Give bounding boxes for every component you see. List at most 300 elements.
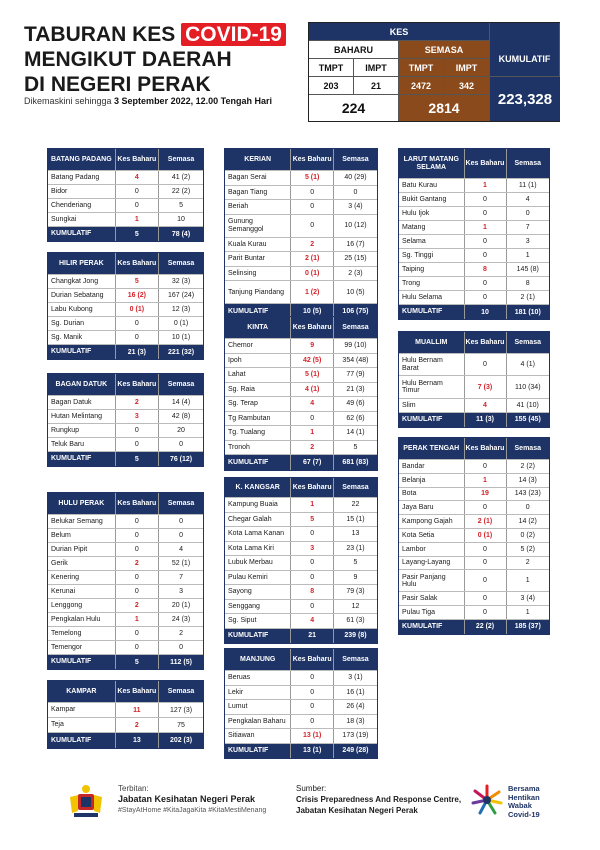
col-kes-baharu: Kes Baharu xyxy=(115,149,158,170)
district-title: KINTA xyxy=(247,323,269,331)
table-row xyxy=(399,263,549,277)
table-row xyxy=(225,215,377,238)
kumulatif-baharu: 21 xyxy=(290,629,333,644)
area-name: Temelong xyxy=(51,629,82,637)
table-row xyxy=(48,303,203,317)
table-row xyxy=(48,529,203,543)
summary-semasa-tmpt: 2472 xyxy=(399,77,444,95)
area-name: Chemor xyxy=(228,342,253,350)
semasa-value: 52 (1) xyxy=(158,557,203,570)
semasa-value: 0 xyxy=(158,529,203,542)
col-kes-baharu: Kes Baharu xyxy=(464,332,506,353)
col-semasa: Semasa xyxy=(158,493,203,514)
footer xyxy=(0,775,600,835)
table-row xyxy=(48,543,203,557)
kes-baharu-value: 7 (3) xyxy=(464,376,506,397)
table-k-kangsar xyxy=(224,477,378,644)
semasa-value: 61 (3) xyxy=(333,614,377,628)
col-semasa: Semasa xyxy=(158,253,203,274)
summary-kumulatif-total: 223,328 xyxy=(490,77,560,121)
kes-baharu-value: 16 (2) xyxy=(115,289,158,302)
kes-baharu-value: 0 xyxy=(115,571,158,584)
title-line2: MENGIKUT DAERAH xyxy=(24,48,232,71)
kes-baharu-value: 8 xyxy=(464,263,506,276)
publisher-name: Jabatan Kesihatan Negeri Perak xyxy=(118,794,256,804)
kes-baharu-value: 1 xyxy=(115,613,158,626)
area-name: Bagan Datuk xyxy=(51,398,92,406)
kes-baharu-value: 1 (2) xyxy=(290,281,333,303)
kumulatif-semasa: 112 (5) xyxy=(158,655,203,669)
table-row xyxy=(48,703,203,718)
semasa-value: 16 (7) xyxy=(333,238,377,252)
kumulatif-semasa: 221 (32) xyxy=(158,345,203,359)
summary-box xyxy=(308,22,560,122)
area-name: Ipoh xyxy=(228,356,242,364)
kumulatif-label: KUMULATIF xyxy=(51,348,92,356)
table-row xyxy=(399,543,549,557)
col-kes-baharu: Kes Baharu xyxy=(464,149,506,178)
area-name: Durian Pipit xyxy=(51,545,88,553)
semasa-value: 14 (3) xyxy=(506,474,550,487)
area-name: Belanja xyxy=(402,476,426,484)
area-name: Teluk Baru xyxy=(51,440,85,448)
table-row xyxy=(399,193,549,207)
kes-baharu-value: 2 xyxy=(115,396,158,409)
source-line1: Crisis Preparedness And Response Centre, xyxy=(296,795,462,804)
kes-baharu-value: 0 xyxy=(464,570,506,591)
table-row xyxy=(48,438,203,452)
kes-baharu-value: 2 xyxy=(115,718,158,732)
table-total-row xyxy=(225,744,377,759)
semasa-value: 25 (15) xyxy=(333,252,377,266)
semasa-value: 11 (1) xyxy=(506,179,550,192)
kes-baharu-value: 0 xyxy=(290,186,333,200)
area-name: Kenering xyxy=(51,573,80,581)
table-row xyxy=(399,501,549,515)
semasa-value: 0 xyxy=(333,186,377,200)
table-row xyxy=(48,599,203,613)
kumulatif-baharu: 13 xyxy=(115,733,158,748)
table-row xyxy=(48,557,203,571)
semasa-value: 127 (3) xyxy=(158,703,203,717)
table-row xyxy=(225,585,377,600)
district-title: MANJUNG xyxy=(239,655,276,663)
district-title: PERAK TENGAH xyxy=(403,444,460,452)
semasa-value: 4 (1) xyxy=(506,354,550,375)
summary-kes-header: KES xyxy=(309,23,490,41)
area-name: Sg. Raia xyxy=(228,385,255,393)
table-header xyxy=(225,478,377,498)
covid-campaign-logo-icon xyxy=(470,783,504,817)
area-name: Bidor xyxy=(51,187,68,195)
table-row xyxy=(399,474,549,488)
col-semasa: Semasa xyxy=(158,374,203,395)
semasa-value: 2 (3) xyxy=(333,267,377,281)
summary-baharu-impt: 21 xyxy=(354,77,399,95)
kes-baharu-value: 0 xyxy=(290,600,333,614)
kes-baharu-value: 0 xyxy=(115,331,158,344)
semasa-value: 3 (4) xyxy=(333,200,377,214)
summary-baharu-total: 224 xyxy=(309,95,399,121)
table-row xyxy=(399,376,549,398)
kes-baharu-value: 0 xyxy=(464,193,506,206)
area-name: Sg. Siput xyxy=(228,617,257,625)
table-row xyxy=(225,383,377,398)
district-title: HULU PERAK xyxy=(58,499,105,507)
table-row xyxy=(48,275,203,289)
table-row xyxy=(399,529,549,543)
kes-baharu-value: 5 xyxy=(290,513,333,527)
area-name: Hulu Selama xyxy=(402,293,443,301)
table-row xyxy=(225,571,377,586)
area-name: Layang-Layang xyxy=(402,559,451,567)
table-row xyxy=(225,397,377,412)
area-name: Tg. Tualang xyxy=(228,429,265,437)
table-larut-matang xyxy=(398,148,550,320)
semasa-value: 42 (8) xyxy=(158,410,203,423)
col-semasa: Semasa xyxy=(158,149,203,170)
district-title: HILIR PERAK xyxy=(58,259,104,267)
kes-baharu-value: 5 (1) xyxy=(290,171,333,185)
semasa-value: 5 (2) xyxy=(506,543,550,556)
kes-baharu-value: 1 xyxy=(115,213,158,226)
area-name: Kampar xyxy=(51,706,76,714)
table-row xyxy=(225,200,377,215)
kes-baharu-value: 42 (5) xyxy=(290,354,333,368)
semasa-value: 20 xyxy=(158,424,203,437)
area-name: Sg. Durian xyxy=(51,319,85,327)
summary-baharu-impt-label: IMPT xyxy=(354,59,399,77)
kumulatif-label: KUMULATIF xyxy=(228,458,269,466)
semasa-value: 18 (3) xyxy=(333,715,377,729)
table-row xyxy=(48,613,203,627)
hashtags: #StayAtHome #KitaJagaKita #KitaMestiMenang xyxy=(118,807,267,814)
area-name: Lambor xyxy=(402,545,426,553)
area-name: Kota Lama Kanan xyxy=(228,530,285,538)
table-row xyxy=(399,277,549,291)
district-title: KAMPAR xyxy=(66,687,97,695)
source-line2: Jabatan Kesihatan Negeri Perak xyxy=(296,806,418,815)
semasa-value: 354 (48) xyxy=(333,354,377,368)
area-name: Pulau Tiga xyxy=(402,608,436,616)
kumulatif-label: KUMULATIF xyxy=(51,658,92,666)
table-row xyxy=(225,614,377,629)
col-kes-baharu: Kes Baharu xyxy=(115,493,158,514)
table-row xyxy=(48,289,203,303)
table-kampar xyxy=(47,680,204,749)
kes-baharu-value: 0 xyxy=(464,543,506,556)
kes-baharu-value: 2 xyxy=(290,238,333,252)
area-name: Lumut xyxy=(228,703,248,711)
kumulatif-baharu: 21 (3) xyxy=(115,345,158,359)
semasa-value: 145 (8) xyxy=(506,263,550,276)
table-row xyxy=(225,715,377,730)
table-total-row xyxy=(48,655,203,669)
jata-negara-logo-icon xyxy=(66,783,106,819)
kes-baharu-value: 0 xyxy=(464,606,506,619)
semasa-value: 2 (1) xyxy=(506,291,550,304)
updated-prefix: Dikemaskini sehingga xyxy=(24,96,115,106)
semasa-value: 173 (19) xyxy=(333,729,377,743)
table-kerian xyxy=(224,148,378,320)
semasa-value: 10 (5) xyxy=(333,281,377,303)
semasa-value: 22 (2) xyxy=(158,185,203,198)
area-name: Pasir Salak xyxy=(402,595,438,603)
area-name: Chegar Galah xyxy=(228,515,272,523)
table-row xyxy=(399,606,549,620)
kumulatif-label: KUMULATIF xyxy=(51,455,92,463)
area-name: Pulau Kemiri xyxy=(228,573,268,581)
col-kes-baharu: Kes Baharu xyxy=(290,478,333,497)
table-total-row xyxy=(399,620,549,634)
semasa-value: 1 xyxy=(506,606,550,619)
area-name: Chenderiang xyxy=(51,201,92,209)
kumulatif-label: KUMULATIF xyxy=(402,308,443,316)
covid-badge: COVID-19 xyxy=(181,23,286,46)
col-semasa: Semasa xyxy=(333,478,377,497)
area-name: Teja xyxy=(51,721,64,729)
area-name: Bagan Tiang xyxy=(228,188,268,196)
kes-baharu-value: 0 xyxy=(115,627,158,640)
area-name: Beruas xyxy=(228,674,251,682)
area-name: Bandar xyxy=(402,462,425,470)
kes-baharu-value: 2 xyxy=(115,599,158,612)
col-semasa: Semasa xyxy=(506,149,550,178)
area-name: Sg. Tinggi xyxy=(402,251,434,259)
semasa-value: 23 (1) xyxy=(333,542,377,556)
col-semasa: Semasa xyxy=(158,681,203,702)
table-total-row xyxy=(399,413,549,427)
semasa-value: 75 xyxy=(158,718,203,732)
summary-kumulatif-header: KUMULATIF xyxy=(490,41,560,77)
table-row xyxy=(399,249,549,263)
kes-baharu-value: 0 xyxy=(464,249,506,262)
kumulatif-semasa: 155 (45) xyxy=(506,413,550,427)
area-name: Kampung Buaia xyxy=(228,501,278,509)
slogan-line3: Wabak xyxy=(508,801,532,810)
kes-baharu-value: 13 (1) xyxy=(290,729,333,743)
table-row xyxy=(399,354,549,376)
area-name: Sitiawan xyxy=(228,732,255,740)
summary-semasa-impt: 342 xyxy=(444,77,490,95)
table-header xyxy=(225,149,377,171)
area-name: Sg. Manik xyxy=(51,333,83,341)
semasa-value: 4 xyxy=(506,193,550,206)
table-total-row xyxy=(225,629,377,644)
slogan xyxy=(508,785,540,819)
table-muallim xyxy=(398,331,550,428)
kumulatif-baharu: 22 (2) xyxy=(464,620,506,634)
table-row xyxy=(225,412,377,427)
kes-baharu-value: 4 xyxy=(115,171,158,184)
table-row xyxy=(225,527,377,542)
semasa-value: 41 (2) xyxy=(158,171,203,184)
col-kes-baharu: Kes Baharu xyxy=(115,374,158,395)
table-row xyxy=(48,585,203,599)
kes-baharu-value: 1 xyxy=(464,474,506,487)
table-row xyxy=(225,252,377,267)
kumulatif-semasa: 106 (75) xyxy=(333,304,377,319)
table-hilir-perak xyxy=(47,252,204,360)
table-row xyxy=(399,460,549,474)
table-row xyxy=(225,426,377,441)
area-name: Gerik xyxy=(51,559,68,567)
area-name: Sg. Terap xyxy=(228,400,258,408)
kes-baharu-value: 0 xyxy=(464,354,506,375)
table-perak-tengah xyxy=(398,437,550,635)
semasa-value: 143 (23) xyxy=(506,488,550,501)
kes-baharu-value: 1 xyxy=(464,179,506,192)
kumulatif-baharu: 10 (5) xyxy=(290,304,333,319)
area-name: Selinsing xyxy=(228,269,257,277)
kes-baharu-value: 0 xyxy=(115,438,158,451)
kumulatif-label: KUMULATIF xyxy=(51,736,92,744)
summary-baharu-tmpt: 203 xyxy=(309,77,354,95)
terbitan-label: Terbitan: xyxy=(118,784,149,793)
kes-baharu-value: 3 xyxy=(115,410,158,423)
semasa-value: 15 (1) xyxy=(333,513,377,527)
title-line1: TABURAN KES xyxy=(24,23,182,46)
table-row xyxy=(48,627,203,641)
updated-date: 3 September 2022, 12.00 Tengah Hari xyxy=(114,96,272,106)
semasa-value: 167 (24) xyxy=(158,289,203,302)
table-total-row xyxy=(48,227,203,241)
semasa-value: 13 xyxy=(333,527,377,541)
semasa-value: 5 xyxy=(333,441,377,455)
kumulatif-semasa: 76 (12) xyxy=(158,452,203,466)
semasa-value: 2 xyxy=(506,557,550,570)
area-name: Senggang xyxy=(228,602,260,610)
area-name: Bagan Serai xyxy=(228,174,267,182)
semasa-value: 9 xyxy=(333,571,377,585)
col-semasa: Semasa xyxy=(506,438,550,459)
area-name: Pasir Panjang Hulu xyxy=(402,573,446,588)
semasa-value: 14 (1) xyxy=(333,426,377,440)
district-title: LARUT MATANG SELAMA xyxy=(403,156,459,171)
table-row xyxy=(225,498,377,513)
kes-baharu-value: 0 xyxy=(290,686,333,700)
kumulatif-semasa: 249 (28) xyxy=(333,744,377,759)
kumulatif-baharu: 5 xyxy=(115,227,158,241)
semasa-value: 110 (34) xyxy=(506,376,550,397)
semasa-value: 77 (9) xyxy=(333,368,377,382)
semasa-value: 26 (4) xyxy=(333,700,377,714)
table-row xyxy=(48,410,203,424)
kumulatif-baharu: 67 (7) xyxy=(290,455,333,470)
col-kes-baharu: Kes Baharu xyxy=(115,253,158,274)
area-name: Parit Buntar xyxy=(228,255,265,263)
area-name: Durian Sebatang xyxy=(51,291,104,299)
semasa-value: 14 (2) xyxy=(506,515,550,528)
semasa-value: 16 (1) xyxy=(333,686,377,700)
table-header xyxy=(48,149,203,171)
col-kes-baharu: Kes Baharu xyxy=(290,149,333,170)
kes-baharu-value: 0 xyxy=(464,291,506,304)
table-row xyxy=(225,368,377,383)
kumulatif-label: KUMULATIF xyxy=(402,623,443,631)
kes-baharu-value: 0 (1) xyxy=(115,303,158,316)
table-row xyxy=(399,557,549,571)
table-row xyxy=(48,396,203,410)
summary-semasa-header: SEMASA xyxy=(399,41,490,59)
kumulatif-label: KUMULATIF xyxy=(228,632,269,640)
area-name: Selama xyxy=(402,237,426,245)
semasa-value: 0 xyxy=(506,207,550,220)
summary-kumulatif-top xyxy=(490,23,560,41)
area-name: Lahat xyxy=(228,371,246,379)
area-name: Lenggong xyxy=(51,601,83,609)
kes-baharu-value: 9 xyxy=(290,339,333,353)
updated-text xyxy=(24,96,272,106)
table-header xyxy=(399,149,549,179)
table-row xyxy=(399,399,549,413)
table-row xyxy=(399,291,549,305)
kes-baharu-value: 0 xyxy=(115,585,158,598)
table-header xyxy=(225,649,377,671)
col-semasa: Semasa xyxy=(333,149,377,170)
table-row xyxy=(225,513,377,528)
semasa-value: 2 xyxy=(158,627,203,640)
table-manjung xyxy=(224,648,378,759)
table-row xyxy=(225,671,377,686)
kes-baharu-value: 5 xyxy=(115,275,158,288)
area-name: Taiping xyxy=(402,265,425,273)
source-block xyxy=(296,783,461,816)
semasa-value: 10 (12) xyxy=(333,215,377,237)
table-row xyxy=(48,515,203,529)
table-row xyxy=(225,556,377,571)
table-row xyxy=(225,171,377,186)
table-header xyxy=(225,317,377,339)
col-semasa: Semasa xyxy=(506,332,550,353)
kumulatif-baharu: 5 xyxy=(115,655,158,669)
semasa-value: 3 (4) xyxy=(506,592,550,605)
area-name: Kampong Gajah xyxy=(402,517,453,525)
kes-baharu-value: 0 xyxy=(464,460,506,473)
kes-baharu-value: 0 xyxy=(115,199,158,212)
kes-baharu-value: 0 xyxy=(115,317,158,330)
kes-baharu-value: 0 xyxy=(464,207,506,220)
kes-baharu-value: 0 xyxy=(290,200,333,214)
table-total-row xyxy=(48,733,203,748)
kes-baharu-value: 0 xyxy=(464,501,506,514)
kes-baharu-value: 2 xyxy=(290,441,333,455)
table-row xyxy=(48,317,203,331)
table-total-row xyxy=(48,345,203,359)
semasa-value: 10 (1) xyxy=(158,331,203,344)
kes-baharu-value: 0 xyxy=(290,715,333,729)
table-row xyxy=(225,542,377,557)
kes-baharu-value: 4 xyxy=(290,397,333,411)
kes-baharu-value: 0 xyxy=(115,185,158,198)
kumulatif-label: KUMULATIF xyxy=(228,747,269,755)
table-row xyxy=(48,424,203,438)
publisher-block xyxy=(118,783,266,816)
kes-baharu-value: 0 xyxy=(290,700,333,714)
table-row xyxy=(225,700,377,715)
col-kes-baharu: Kes Baharu xyxy=(290,317,333,338)
kes-baharu-value: 3 xyxy=(290,542,333,556)
col-semasa: Semasa xyxy=(333,649,377,670)
kes-baharu-value: 0 xyxy=(115,529,158,542)
kes-baharu-value: 0 xyxy=(115,641,158,654)
semasa-value: 99 (10) xyxy=(333,339,377,353)
table-header xyxy=(399,438,549,460)
kes-baharu-value: 0 xyxy=(290,571,333,585)
kumulatif-label: KUMULATIF xyxy=(228,307,269,315)
area-name: Lekir xyxy=(228,688,244,696)
table-row xyxy=(399,221,549,235)
